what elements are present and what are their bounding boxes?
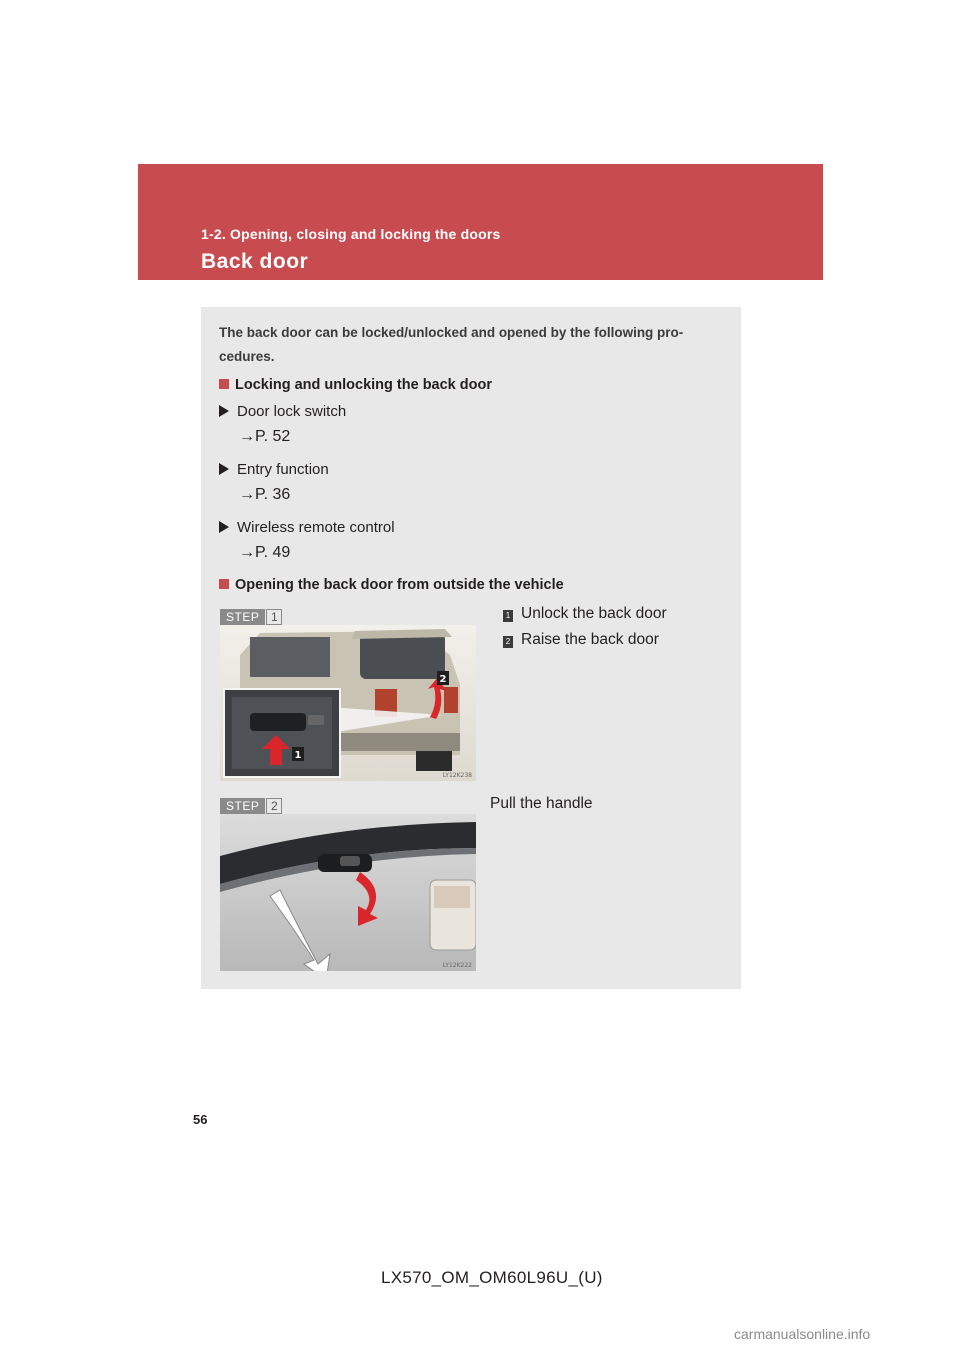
page-reference[interactable]: →P. 52 [239, 428, 291, 445]
pull-handle-illustration [220, 814, 476, 971]
opening-heading-label: Opening the back door from outside the vehicle [235, 577, 564, 593]
page-reference[interactable]: →P. 49 [239, 544, 291, 561]
back-door-unlock-illustration [220, 625, 476, 781]
list-item-label: Door lock switch [237, 403, 347, 420]
step-1-item-2 [503, 631, 659, 649]
number-badge-icon: 1 [503, 610, 513, 622]
list-item [219, 403, 346, 420]
illustration-code: LY12K222 [442, 962, 472, 969]
document-code: LX570_OM_OM60L96U_(U) [381, 1268, 603, 1287]
locking-heading-label: Locking and unlocking the back door [235, 377, 492, 393]
step-1-item-1 [503, 605, 667, 623]
watermark: carmanualsonline.info [734, 1326, 871, 1342]
step-number: 1 [266, 609, 282, 625]
list-item [219, 519, 395, 536]
intro-text: The back door can be locked/unlocked and opened by the following pro-cedures. [219, 325, 684, 364]
list-item [219, 461, 329, 478]
svg-text:2: 2 [439, 674, 447, 685]
step-item-text: Raise the back door [521, 631, 659, 648]
svg-text:1: 1 [294, 750, 302, 761]
list-item-label: Wireless remote control [237, 519, 395, 536]
step-number: 2 [266, 798, 282, 814]
square-bullet-icon [219, 379, 229, 389]
step-word: STEP [220, 609, 265, 625]
step-2-text: Pull the handle [490, 795, 593, 812]
page-number: 56 [193, 1112, 208, 1127]
step-word: STEP [220, 798, 265, 814]
number-badge-icon: 2 [503, 636, 513, 648]
chapter-header [138, 164, 823, 280]
triangle-bullet-icon [219, 521, 229, 533]
triangle-bullet-icon [219, 405, 229, 417]
list-item-label: Entry function [237, 461, 329, 478]
step-item-text: Unlock the back door [521, 605, 667, 622]
locking-heading [219, 377, 492, 393]
step-2-label [220, 798, 282, 814]
opening-heading [219, 577, 564, 593]
page-reference[interactable]: →P. 36 [239, 486, 291, 503]
step-1-label [220, 609, 282, 625]
square-bullet-icon [219, 579, 229, 589]
illustration-code: LY12K238 [442, 772, 472, 779]
section-title: 1-2. Opening, closing and locking the doors [201, 226, 501, 242]
content-panel [201, 307, 741, 989]
page-title: Back door [201, 250, 309, 273]
triangle-bullet-icon [219, 463, 229, 475]
